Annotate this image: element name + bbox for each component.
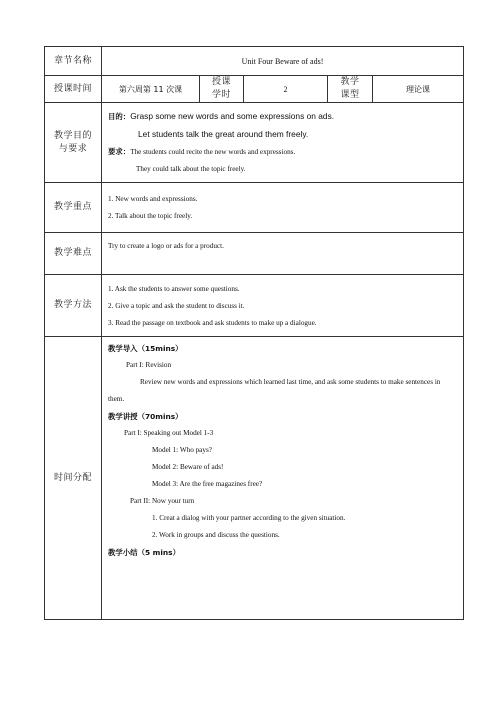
difficulties-label: 教学难点 — [45, 233, 102, 275]
hours-value: 2 — [244, 76, 328, 103]
turn-item: 2. Work in groups and discuss the questions. — [152, 531, 280, 539]
require-1: The students could recite the new words and expressions. — [130, 148, 296, 156]
model-item: Model 2: Beware of ads! — [152, 463, 224, 471]
purpose-1: Grasp some new words and some expressions on ads. — [130, 111, 335, 121]
key-points-row — [45, 183, 464, 233]
require-tag: 要求： — [108, 147, 131, 156]
method-item: 1. Ask the students to answer some questions. — [108, 284, 240, 293]
method-item: 2. Give a topic and ask the student to discuss it. — [108, 301, 245, 310]
chapter-value: Unit Four Beware of ads! — [102, 47, 464, 76]
methods-label: 教学方法 — [45, 275, 102, 337]
methods-content — [102, 275, 464, 337]
require-2: They could talk about the topic freely. — [136, 165, 246, 173]
your-turn-heading: Part II: Now your turn — [130, 497, 195, 505]
difficulty-text: Try to create a logo or ads for a product. — [108, 242, 224, 250]
revision-heading: Part I: Revision — [126, 361, 172, 369]
chapter-row — [45, 47, 464, 76]
turn-item: 1. Creat a dialog with your partner according to the given situation. — [152, 514, 346, 522]
key-points-label: 教学重点 — [45, 183, 102, 233]
objectives-row — [45, 103, 464, 183]
intro-title: 教学导入（15mins） — [108, 344, 183, 353]
purpose-2: Let students talk the great around them freely. — [138, 129, 309, 139]
date-label: 授课时间 — [45, 76, 102, 103]
objectives-content — [102, 103, 464, 183]
objectives-label: 教学目的 与要求 — [45, 103, 102, 183]
revision-text: Review new words and expressions which learned last time, and ask some students to make sentences in them. — [108, 378, 441, 403]
meta-row — [45, 76, 464, 103]
type-label: 教学 课型 — [328, 76, 373, 103]
speaking-heading: Part I: Speaking out Model 1-3 — [124, 429, 214, 437]
schedule-row — [45, 337, 464, 620]
lesson-plan-table — [44, 46, 464, 620]
summary-title: 教学小结（5 mins） — [108, 548, 180, 557]
chapter-label: 章节名称 — [45, 47, 102, 76]
schedule-content — [102, 337, 464, 620]
key-point-item: 2. Talk about the topic freely. — [108, 212, 193, 220]
methods-row — [45, 275, 464, 337]
key-points-content — [102, 183, 464, 233]
schedule-label: 时间分配 — [45, 337, 102, 620]
difficulties-row — [45, 233, 464, 275]
difficulties-content — [102, 233, 464, 275]
hours-label: 授课 学时 — [200, 76, 244, 103]
key-point-item: 1. New words and expressions. — [108, 195, 198, 203]
lecture-title: 教学讲授（70mins） — [108, 412, 183, 421]
date-value: 第六周第 11 次课 — [102, 76, 200, 103]
method-item: 3. Read the passage on textbook and ask students to make up a dialogue. — [108, 318, 317, 327]
model-item: Model 3: Are the free magazines free? — [152, 480, 263, 488]
type-value: 理论课 — [373, 76, 464, 103]
model-item: Model 1: Who pays? — [152, 446, 212, 454]
purpose-tag: 目的： — [108, 112, 131, 121]
